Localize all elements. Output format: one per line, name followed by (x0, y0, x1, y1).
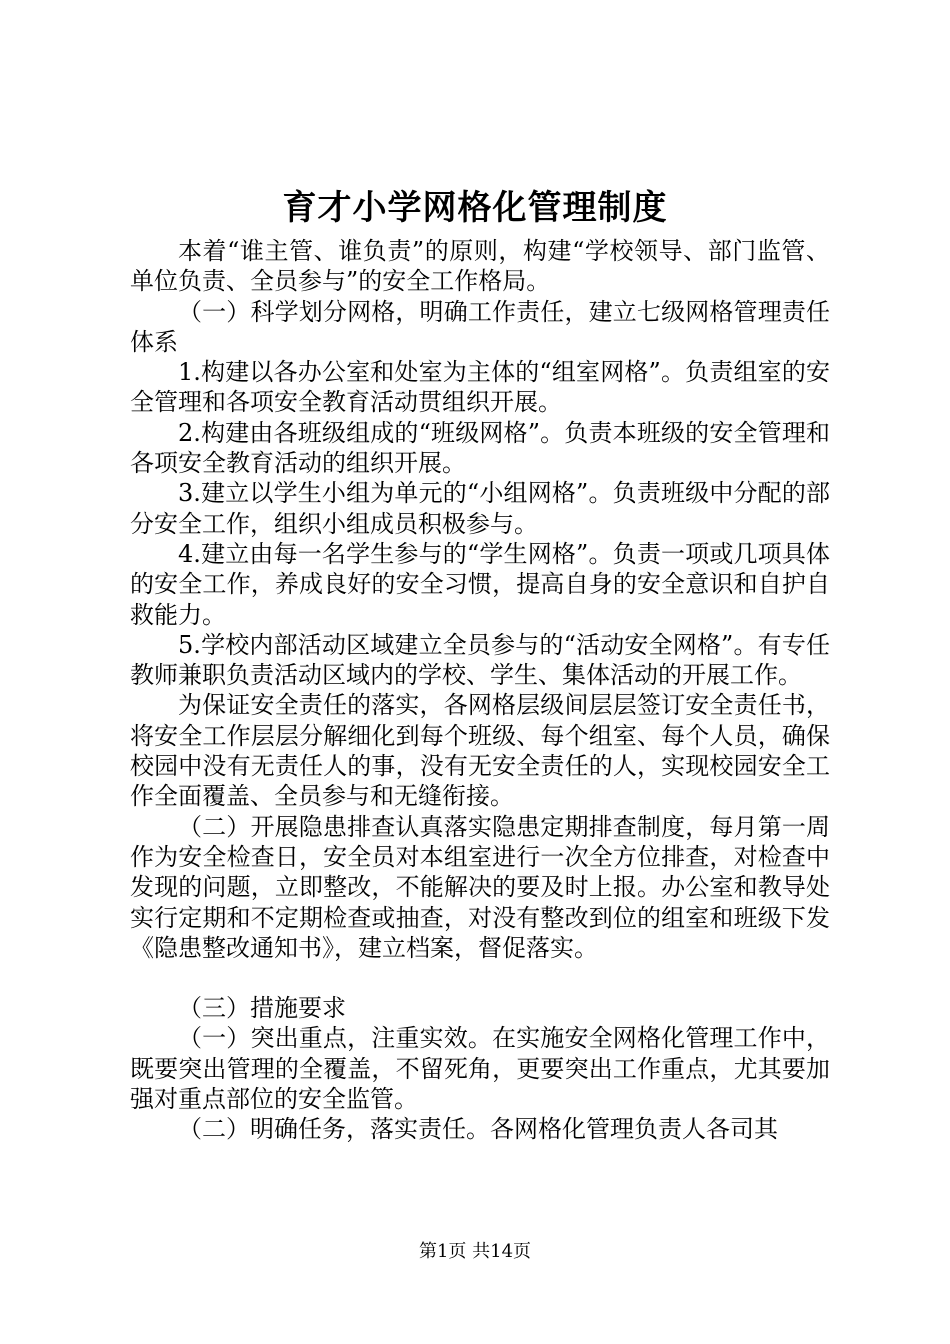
section-heading: （三）措施要求 (178, 994, 346, 1023)
document-title: 育才小学网格化管理制度 (282, 188, 668, 228)
paragraph: （一）科学划分网格，明确工作责任，建立七级网格管理责任体系 (130, 297, 830, 356)
paragraph: 本着“谁主管、谁负责”的原则，构建“学校领导、部门监管、单位负责、全员参与”的安全工作格局。 (130, 237, 830, 296)
page-number: 第1页 共14页 (418, 1241, 532, 1262)
paragraph: （一）突出重点，注重实效。在实施安全网格化管理工作中，既要突出管理的全覆盖，不留死角，更要突出工作重点，尤其要加强对重点部位的安全监管。 (130, 1024, 830, 1114)
document-body (130, 236, 830, 1145)
paragraph: 1.构建以各办公室和处室为主体的“组室网格”。负责组室的安全管理和各项安全教育活动贯组织开展。 (130, 358, 830, 417)
paragraph: （二）开展隐患排查认真落实隐患定期排查制度，每月第一周作为安全检查日，安全员对本组室进行一次全方位排查，对检查中发现的问题，立即整改，不能解决的要及时上报。办公室和教导处实行定期和不定期检查或抽查，对没有整改到位的组室和班级下发《隐患整改通知书》，建立档案，督促落实。 (130, 812, 830, 962)
paragraph: 3.建立以学生小组为单元的“小组网格”。负责班级中分配的部分安全工作，组织小组成员积极参与。 (130, 479, 830, 538)
paragraph: （二）明确任务，落实责任。各网格化管理负责人各司其 (178, 1115, 778, 1144)
paragraph: 4.建立由每一名学生参与的“学生网格”。负责一项或几项具体的安全工作，养成良好的安全习惯，提高自身的安全意识和自护自救能力。 (130, 539, 830, 629)
paragraph: 为保证安全责任的落实，各网格层级间层层签订安全责任书，将安全工作层层分解细化到每个班级、每个组室、每个人员，确保校园中没有无责任人的事，没有无安全责任的人，实现校园安全工作全面覆盖、全员参与和无缝衔接。 (130, 691, 830, 811)
paragraph: 5.学校内部活动区域建立全员参与的“活动安全网格”。有专任教师兼职负责活动区域内的学校、学生、集体活动的开展工作。 (130, 630, 830, 690)
paragraph: 2.构建由各班级组成的“班级网格”。负责本班级的安全管理和各项安全教育活动的组织开展。 (130, 418, 830, 478)
